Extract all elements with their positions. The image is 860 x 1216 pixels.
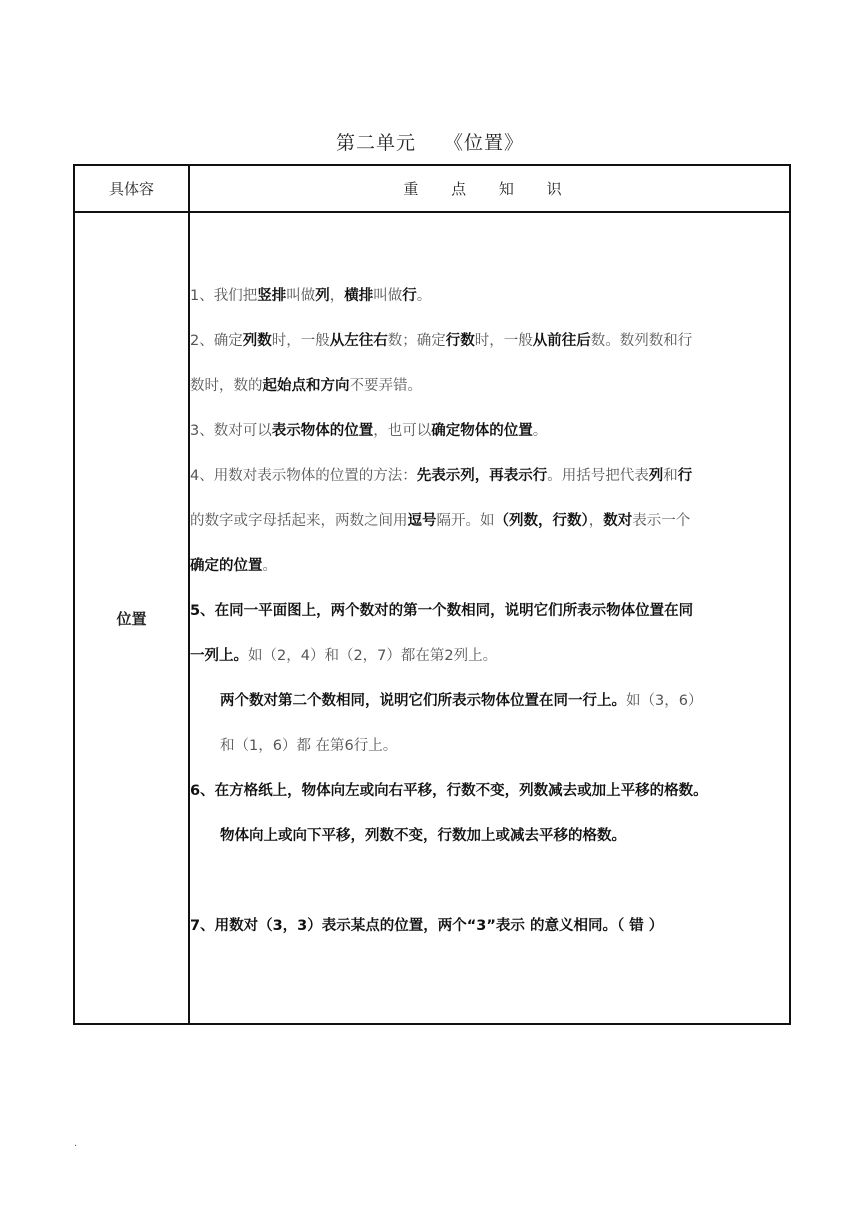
text-run: ，也可以: [373, 422, 432, 439]
item-1-line: [190, 281, 789, 326]
item-4-cont-line: [190, 506, 789, 551]
header-row: [74, 165, 790, 212]
item-5-cont-line: [190, 641, 789, 686]
bold-run: 竖排: [257, 287, 287, 304]
item-6-cont-line: 物体向上或向下平移，列数不变，行数加上或减去平移的格数。: [220, 827, 626, 844]
content-cell: [189, 212, 790, 1024]
bold-run: 一列上。: [190, 647, 248, 664]
text-run: 数。数列数和行: [590, 332, 693, 349]
text-run: 叫做: [373, 287, 403, 304]
text-run: 。: [532, 422, 548, 439]
text-run: 和: [663, 467, 678, 484]
page-title: [0, 128, 860, 155]
text-run: 4、用数对表示物体的位置的方法：: [190, 467, 417, 484]
blank-spacer: [190, 866, 789, 911]
text-run: ，: [329, 287, 345, 304]
item-5-second-line: [190, 686, 789, 731]
text-run: 1、我们把: [190, 287, 258, 304]
bold-run: 先表示列，再表示行: [416, 467, 548, 484]
text-run: 时，一般: [271, 332, 330, 349]
text-run: 隔开。如: [436, 512, 495, 529]
footer-dot: .: [74, 1138, 78, 1149]
bold-run: 列数: [242, 332, 272, 349]
text-run: 表示一个: [632, 512, 691, 529]
text-run: 。: [262, 557, 277, 574]
text-run: 2、确定: [190, 332, 243, 349]
text-run: 如（2，4）和（2，7）都在第2列上。: [248, 647, 498, 664]
item-2-line: [190, 326, 789, 371]
bold-run: 列: [315, 287, 330, 304]
col2-header: 重 点 知 识: [189, 165, 790, 212]
item-3-line: [190, 416, 789, 461]
bold-run: 表示物体的位置: [271, 422, 374, 439]
bold-run: 行: [677, 467, 693, 484]
text-run: 3、数对可以: [190, 422, 272, 439]
bold-run: 两个数对第二个数相同，说明它们所表示物体位置在同一行上。: [220, 692, 626, 709]
bold-run: 确定物体的位置: [431, 422, 533, 439]
item-7-line: 7、用数对（3，3）表示某点的位置，两个“3”表示 的意义相同。（ 错 ）: [190, 917, 664, 934]
text-run: 时，一般: [474, 332, 533, 349]
col1-header: 具体容: [74, 165, 189, 212]
item-4-end-line: [190, 551, 789, 596]
item-6-line: 6、在方格纸上，物体向左或向右平移，行数不变，列数减去或加上平移的格数。: [190, 782, 708, 799]
knowledge-table: [73, 164, 791, 1025]
title-name: 《位置》: [444, 132, 525, 154]
bold-run: 逗号: [407, 512, 437, 529]
text-run: ，: [588, 512, 604, 529]
text-run: 数时，数的: [190, 377, 263, 394]
text-run: 的数字或字母括起来，两数之间用: [190, 512, 408, 529]
item-4-line: [190, 461, 789, 506]
title-unit: 第二单元: [335, 132, 416, 154]
text-run: 。: [416, 287, 432, 304]
bold-run: 数对: [603, 512, 633, 529]
item-5-second-cont-line: 和（1，6）都 在第6行上。: [220, 737, 398, 754]
bold-run: 行数: [445, 332, 475, 349]
text-run: 如（3，6）: [626, 692, 703, 709]
bold-run: （列数，行数）: [494, 512, 589, 529]
bold-run: 确定的位置: [190, 557, 263, 574]
bold-run: 横排: [344, 287, 374, 304]
text-run: 不要弄错。: [349, 377, 422, 394]
text-run: 叫做: [286, 287, 316, 304]
item-2-cont-line: [190, 371, 789, 416]
bold-run: 列: [648, 467, 664, 484]
item-5-line: 5、在同一平面图上，两个数对的第一个数相同，说明它们所表示物体位置在同: [190, 602, 694, 619]
text-run: 数；确定: [387, 332, 446, 349]
text-run: 。用括号把代表: [547, 467, 649, 484]
content-row: [74, 212, 790, 1024]
bold-run: 起始点和方向: [262, 377, 350, 394]
topic-cell: 位置: [74, 212, 189, 1024]
bold-run: 行: [402, 287, 417, 304]
bold-run: 从前往后: [532, 332, 591, 349]
bold-run: 从左往右: [329, 332, 388, 349]
